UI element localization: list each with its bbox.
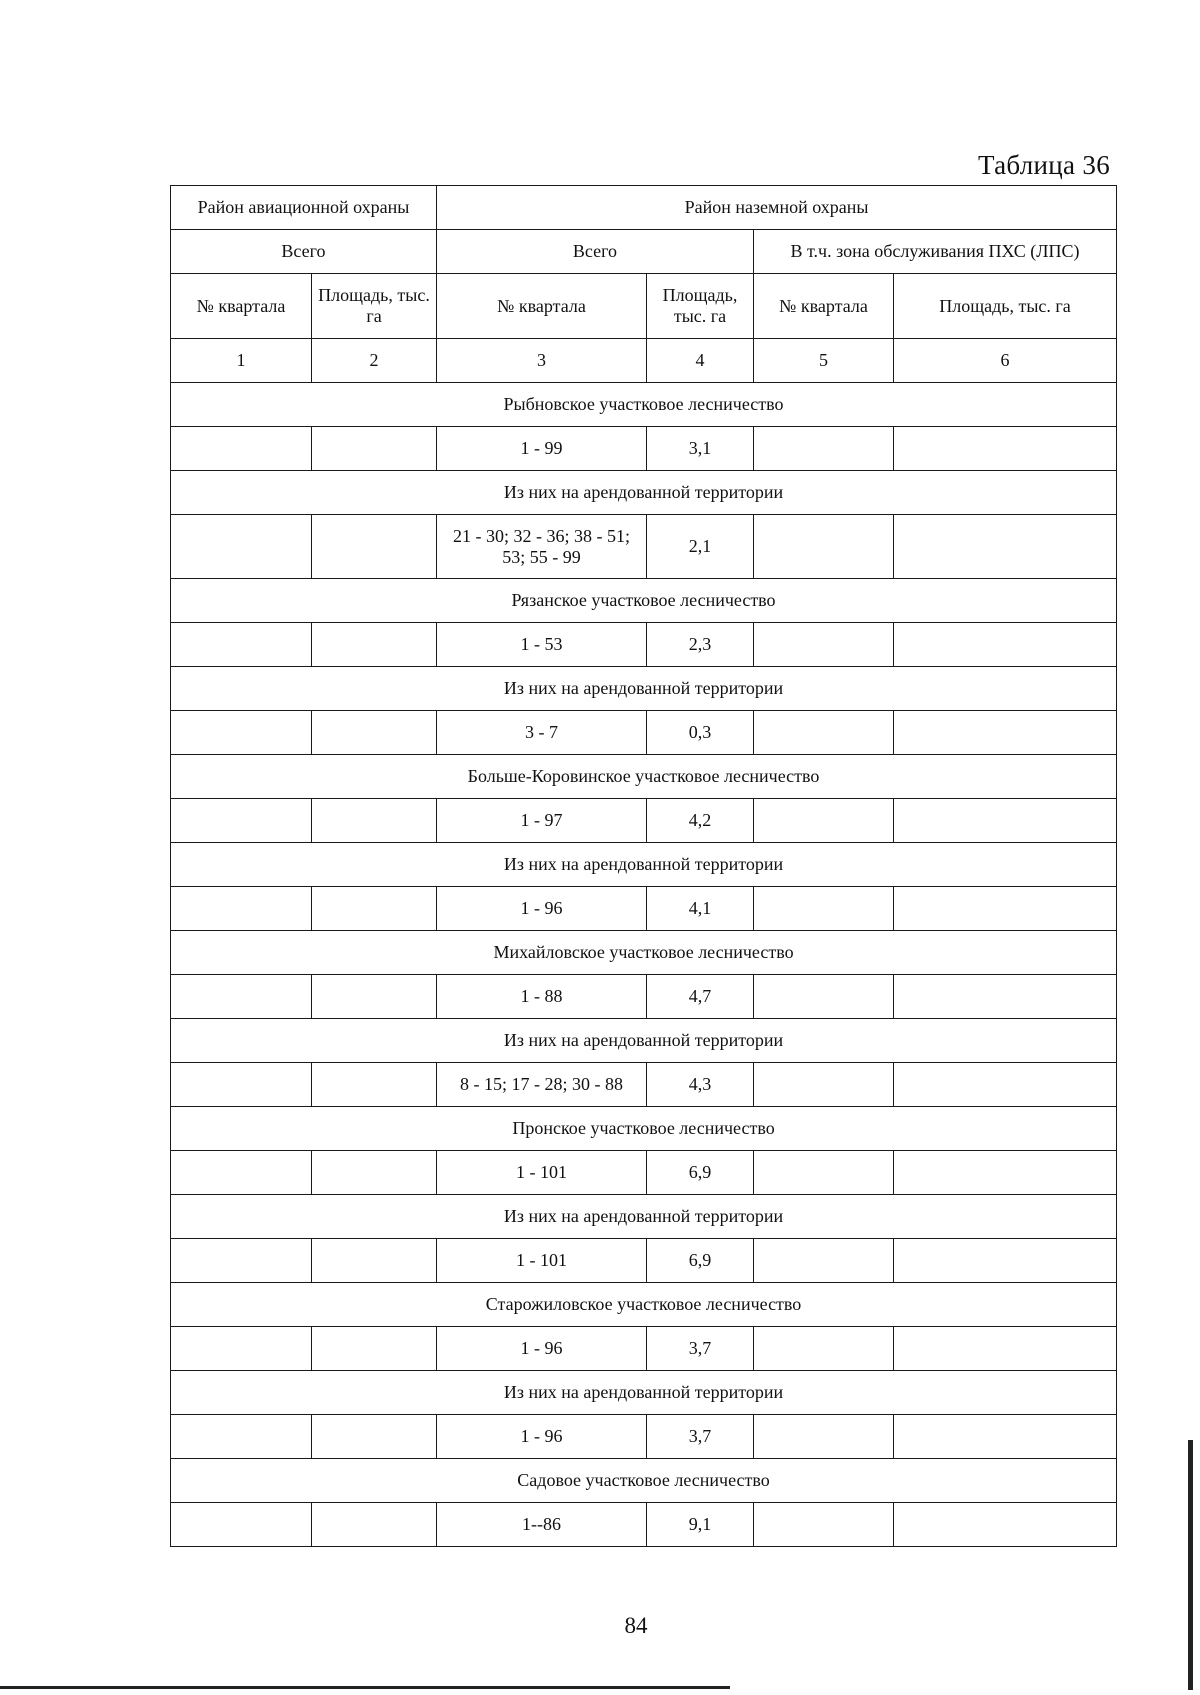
ground-area-cell: 2,3 xyxy=(647,623,754,667)
ground-kvartal-cell: 1 - 101 xyxy=(437,1151,647,1195)
section-title-row xyxy=(171,931,1117,975)
aviation-kvartal-cell xyxy=(171,1151,312,1195)
header-ground-district: Район наземной охраны xyxy=(437,186,1117,230)
pxs-kvartal-cell xyxy=(754,1415,894,1459)
aviation-kvartal-cell xyxy=(171,799,312,843)
table-row xyxy=(171,1151,1117,1195)
header-row-totals xyxy=(171,230,1117,274)
pxs-area-cell xyxy=(894,1327,1117,1371)
aviation-kvartal-cell xyxy=(171,711,312,755)
aviation-area-cell xyxy=(312,1327,437,1371)
section-title-row xyxy=(171,1283,1117,1327)
section-title: Садовое участковое лесничество xyxy=(171,1459,1117,1503)
pxs-area-cell xyxy=(894,711,1117,755)
pxs-kvartal-cell xyxy=(754,1063,894,1107)
column-number-4: 4 xyxy=(647,339,754,383)
header-ground-total: Всего xyxy=(437,230,754,274)
pxs-area-cell xyxy=(894,1151,1117,1195)
pxs-kvartal-cell xyxy=(754,1327,894,1371)
aviation-area-cell xyxy=(312,975,437,1019)
pxs-kvartal-cell xyxy=(754,711,894,755)
aviation-area-cell xyxy=(312,1239,437,1283)
ground-kvartal-cell: 8 - 15; 17 - 28; 30 - 88 xyxy=(437,1063,647,1107)
table-caption: Таблица 36 xyxy=(978,150,1110,180)
ground-area-cell: 3,7 xyxy=(647,1327,754,1371)
aviation-kvartal-cell xyxy=(171,427,312,471)
aviation-kvartal-cell xyxy=(171,975,312,1019)
pxs-kvartal-cell xyxy=(754,1503,894,1547)
header-aviation-total: Всего xyxy=(171,230,437,274)
ground-area-cell: 0,3 xyxy=(647,711,754,755)
page-number: 84 xyxy=(624,1613,648,1638)
table-row xyxy=(171,1327,1117,1371)
column-number-6: 6 xyxy=(894,339,1117,383)
table-row xyxy=(171,887,1117,931)
pxs-kvartal-cell xyxy=(754,975,894,1019)
ground-area-cell: 4,2 xyxy=(647,799,754,843)
ground-area-cell: 4,1 xyxy=(647,887,754,931)
section-title-row xyxy=(171,755,1117,799)
aviation-kvartal-cell xyxy=(171,515,312,579)
pxs-area-cell xyxy=(894,975,1117,1019)
section-title: Из них на арендованной территории xyxy=(171,1195,1117,1239)
table-row xyxy=(171,711,1117,755)
pxs-area-cell xyxy=(894,427,1117,471)
ground-area-cell: 9,1 xyxy=(647,1503,754,1547)
aviation-area-cell xyxy=(312,1503,437,1547)
ground-area-cell: 3,7 xyxy=(647,1415,754,1459)
section-title: Из них на арендованной территории xyxy=(171,843,1117,887)
aviation-area-cell xyxy=(312,427,437,471)
pxs-area-cell xyxy=(894,1063,1117,1107)
pxs-area-cell xyxy=(894,799,1117,843)
aviation-kvartal-cell xyxy=(171,1415,312,1459)
ground-area-cell: 4,7 xyxy=(647,975,754,1019)
aviation-kvartal-cell xyxy=(171,1239,312,1283)
ground-kvartal-cell: 1 - 53 xyxy=(437,623,647,667)
table-row xyxy=(171,799,1117,843)
pxs-kvartal-cell xyxy=(754,799,894,843)
aviation-kvartal-cell xyxy=(171,1503,312,1547)
header-col-1: № квартала xyxy=(171,274,312,339)
pxs-area-cell xyxy=(894,515,1117,579)
section-title: Михайловское участковое лесничество xyxy=(171,931,1117,975)
aviation-kvartal-cell xyxy=(171,1063,312,1107)
table-row xyxy=(171,1063,1117,1107)
ground-kvartal-cell: 21 - 30; 32 - 36; 38 - 51; 53; 55 - 99 xyxy=(437,515,647,579)
pxs-kvartal-cell xyxy=(754,1151,894,1195)
ground-kvartal-cell: 1 - 101 xyxy=(437,1239,647,1283)
section-title-row xyxy=(171,1371,1117,1415)
ground-area-cell: 2,1 xyxy=(647,515,754,579)
aviation-area-cell xyxy=(312,887,437,931)
header-row-numbers xyxy=(171,339,1117,383)
table-row xyxy=(171,1503,1117,1547)
section-title-row xyxy=(171,579,1117,623)
pxs-kvartal-cell xyxy=(754,887,894,931)
table-row xyxy=(171,427,1117,471)
pxs-area-cell xyxy=(894,1415,1117,1459)
ground-kvartal-cell: 1 - 96 xyxy=(437,1327,647,1371)
section-title: Из них на арендованной территории xyxy=(171,1019,1117,1063)
scan-edge-right xyxy=(1188,1440,1193,1690)
section-title-row xyxy=(171,843,1117,887)
pxs-kvartal-cell xyxy=(754,1239,894,1283)
column-number-2: 2 xyxy=(312,339,437,383)
pxs-area-cell xyxy=(894,887,1117,931)
aviation-kvartal-cell xyxy=(171,887,312,931)
section-title-row xyxy=(171,383,1117,427)
section-title: Рыбновское участковое лесничество xyxy=(171,383,1117,427)
table-row xyxy=(171,1415,1117,1459)
header-col-2: Площадь, тыс. га xyxy=(312,274,437,339)
aviation-area-cell xyxy=(312,1063,437,1107)
ground-kvartal-cell: 1--86 xyxy=(437,1503,647,1547)
ground-area-cell: 3,1 xyxy=(647,427,754,471)
table-row xyxy=(171,623,1117,667)
pxs-kvartal-cell xyxy=(754,427,894,471)
header-aviation-district: Район авиационной охраны xyxy=(171,186,437,230)
ground-area-cell: 6,9 xyxy=(647,1151,754,1195)
ground-kvartal-cell: 1 - 96 xyxy=(437,1415,647,1459)
aviation-kvartal-cell xyxy=(171,1327,312,1371)
pxs-kvartal-cell xyxy=(754,623,894,667)
section-title: Старожиловское участковое лесничество xyxy=(171,1283,1117,1327)
column-number-5: 5 xyxy=(754,339,894,383)
ground-area-cell: 4,3 xyxy=(647,1063,754,1107)
scan-edge-bottom xyxy=(0,1686,730,1689)
column-number-3: 3 xyxy=(437,339,647,383)
section-title-row xyxy=(171,471,1117,515)
header-col-6: Площадь, тыс. га xyxy=(894,274,1117,339)
section-title: Из них на арендованной территории xyxy=(171,471,1117,515)
section-title-row xyxy=(171,1019,1117,1063)
aviation-area-cell xyxy=(312,1415,437,1459)
ground-area-cell: 6,9 xyxy=(647,1239,754,1283)
section-title-row xyxy=(171,1195,1117,1239)
header-col-3: № квартала xyxy=(437,274,647,339)
ground-kvartal-cell: 1 - 88 xyxy=(437,975,647,1019)
aviation-area-cell xyxy=(312,515,437,579)
section-title: Из них на арендованной территории xyxy=(171,1371,1117,1415)
header-col-5: № квартала xyxy=(754,274,894,339)
table-row xyxy=(171,1239,1117,1283)
section-title-row xyxy=(171,1459,1117,1503)
section-title: Пронское участковое лесничество xyxy=(171,1107,1117,1151)
aviation-area-cell xyxy=(312,623,437,667)
section-title-row xyxy=(171,667,1117,711)
section-title: Больше-Коровинское участковое лесничество xyxy=(171,755,1117,799)
pxs-kvartal-cell xyxy=(754,515,894,579)
pxs-area-cell xyxy=(894,1503,1117,1547)
section-title: Рязанское участковое лесничество xyxy=(171,579,1117,623)
header-row-districts xyxy=(171,186,1117,230)
pxs-area-cell xyxy=(894,623,1117,667)
header-col-4: Площадь, тыс. га xyxy=(647,274,754,339)
ground-kvartal-cell: 1 - 96 xyxy=(437,887,647,931)
ground-kvartal-cell: 3 - 7 xyxy=(437,711,647,755)
header-row-columns xyxy=(171,274,1117,339)
column-number-1: 1 xyxy=(171,339,312,383)
section-title: Из них на арендованной территории xyxy=(171,667,1117,711)
pxs-area-cell xyxy=(894,1239,1117,1283)
ground-kvartal-cell: 1 - 97 xyxy=(437,799,647,843)
ground-kvartal-cell: 1 - 99 xyxy=(437,427,647,471)
forest-protection-table xyxy=(170,185,1117,1547)
table-row xyxy=(171,515,1117,579)
table-row xyxy=(171,975,1117,1019)
aviation-area-cell xyxy=(312,799,437,843)
header-ground-pxs-zone: В т.ч. зона обслуживания ПХС (ЛПС) xyxy=(754,230,1117,274)
aviation-kvartal-cell xyxy=(171,623,312,667)
aviation-area-cell xyxy=(312,711,437,755)
section-title-row xyxy=(171,1107,1117,1151)
aviation-area-cell xyxy=(312,1151,437,1195)
